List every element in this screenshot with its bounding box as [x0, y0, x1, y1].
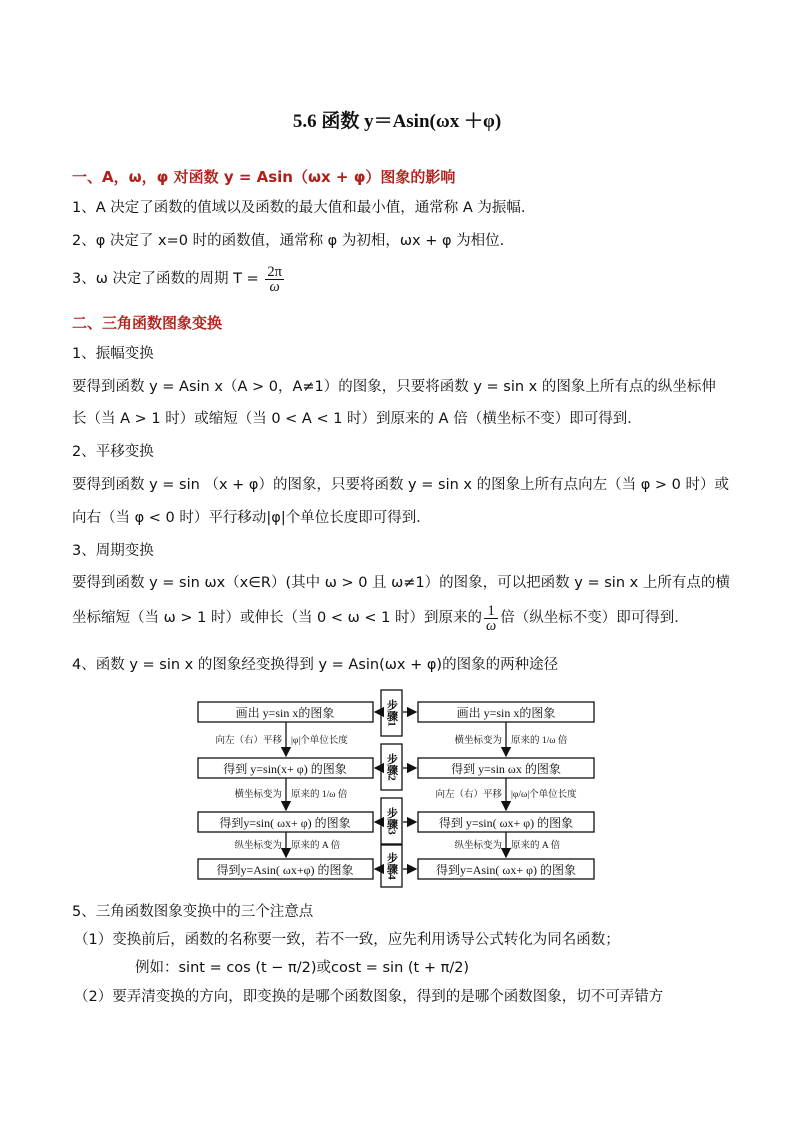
left-arrow1-label-b: |φ|个单位长度	[291, 736, 348, 746]
step-label-4: 步骤4	[385, 852, 398, 880]
sub1-line1: 要得到函数 y = Asin x（A > 0，A≠1）的图象，只要将函数 y = sin x 的图象上所有点的纵坐标伸	[72, 379, 716, 395]
right-box-4-text: 得到y=Asin( ωx+ φ) 的图象	[435, 863, 577, 877]
section1-item1: 1、A 决定了函数的值域以及函数的最大值和最小值，通常称 A 为振幅.	[72, 200, 526, 216]
period-numerator: 2π	[267, 263, 282, 280]
right-arrow1-label-b: 原来的 1/ω 倍	[511, 736, 568, 746]
note2: （2）要弄清变换的方向，即变换的是哪个函数图象，得到的是哪个函数图象，切不可弄错方	[74, 989, 664, 1005]
right-box-2-text: 得到 y=sin ωx 的图象	[451, 762, 561, 776]
sub2-line2: 向右（当 φ < 0 时）平行移动|φ|个单位长度即可得到．	[72, 510, 431, 526]
transformation-diagram	[190, 688, 605, 888]
sub4-title: 4、函数 y = sin x 的图象经变换得到 y = Asin(ωx + φ)的图象的两种途径	[72, 657, 559, 673]
sub2-title: 2、平移变换	[72, 444, 154, 460]
sub2-line1: 要得到函数 y = sin （x + φ）的图象，只要将函数 y = sin x 的图象上所有点向左（当 φ > 0 时）或	[72, 477, 729, 493]
note1: （1）变换前后，函数的名称要一致，若不一致，应先利用诱导公式转化为同名函数；	[74, 932, 620, 948]
right-box-1-text: 画出 y=sin x的图象	[456, 706, 556, 720]
omega-denominator: ω	[486, 617, 497, 634]
left-arrow3-label-b: 原来的 A 倍	[291, 841, 341, 851]
period-fraction	[265, 265, 284, 294]
left-arrow2-label-b: 原来的 1/ω 倍	[291, 790, 348, 800]
sub3-line2	[72, 600, 689, 636]
right-arrow2-label-a: 向左（右）平移	[435, 790, 502, 800]
left-box-4-text: 得到y=Asin( ωx+φ) 的图象	[216, 863, 354, 877]
section1-heading: 一、A，ω，φ 对函数 y = Asin（ωx + φ）图象的影响	[72, 168, 456, 186]
section2-heading: 二、三角函数图象变换	[72, 314, 223, 332]
section1-item3	[72, 262, 286, 296]
left-arrow2-label-a: 横坐标变为	[234, 790, 282, 800]
right-box-3-text: 得到 y=sin( ωx+ φ) 的图象	[438, 816, 574, 830]
section1-item2: 2、φ 决定了 x=0 时的函数值，通常称 φ 为初相，ωx + φ 为相位.	[72, 233, 505, 249]
sub3-line1: 要得到函数 y = sin ωx（x∈R）(其中 ω > 0 且 ω≠1）的图象，可以把函数 y = sin x 上所有点的横	[72, 575, 730, 591]
sub1-line2: 长（当 A > 1 时）或缩短（当 0 < A < 1 时）到原来的 A 倍（横坐标不变）即可得到．	[72, 411, 642, 427]
left-arrow1-label-a: 向左（右）平移	[215, 736, 282, 746]
left-box-2-text: 得到 y=sin(x+ φ) 的图象	[223, 762, 347, 776]
left-arrow3-label-a: 纵坐标变为	[234, 841, 282, 851]
sub1-title: 1、振幅变换	[72, 346, 154, 362]
period-text: 3、ω 决定了函数的周期 T =	[72, 271, 259, 287]
omega-fraction	[484, 604, 498, 633]
sub3-line2-b: 倍（纵坐标不变）即可得到．	[500, 610, 689, 626]
left-box-1-text: 画出 y=sin x的图象	[235, 706, 335, 720]
step-label-1: 步骤1	[385, 699, 398, 727]
left-box-3-text: 得到y=sin( ωx+ φ) 的图象	[219, 816, 351, 830]
example-line: 例如：sint = cos (t − π/2)或cost = sin (t + π/2)	[135, 960, 470, 976]
right-arrow3-label-b: 原来的 A 倍	[511, 841, 561, 851]
step-label-3: 步骤3	[385, 807, 398, 835]
sub3-line2-a: 坐标缩短（当 ω > 1 时）或伸长（当 0 < ω < 1 时）到原来的	[72, 610, 482, 626]
period-denominator: ω	[269, 278, 280, 295]
right-arrow1-label-a: 横坐标变为	[454, 736, 502, 746]
sub5-title: 5、三角函数图象变换中的三个注意点	[72, 904, 314, 920]
step-label-2: 步骤2	[385, 753, 398, 781]
sub3-title: 3、周期变换	[72, 543, 154, 559]
right-arrow2-label-b: |φ/ω|个单位长度	[511, 790, 577, 800]
omega-numerator: 1	[484, 604, 498, 619]
right-arrow3-label-a: 纵坐标变为	[454, 841, 502, 851]
page-title: 5.6 函数 y＝Asin(ωx ＋φ)	[292, 111, 502, 132]
